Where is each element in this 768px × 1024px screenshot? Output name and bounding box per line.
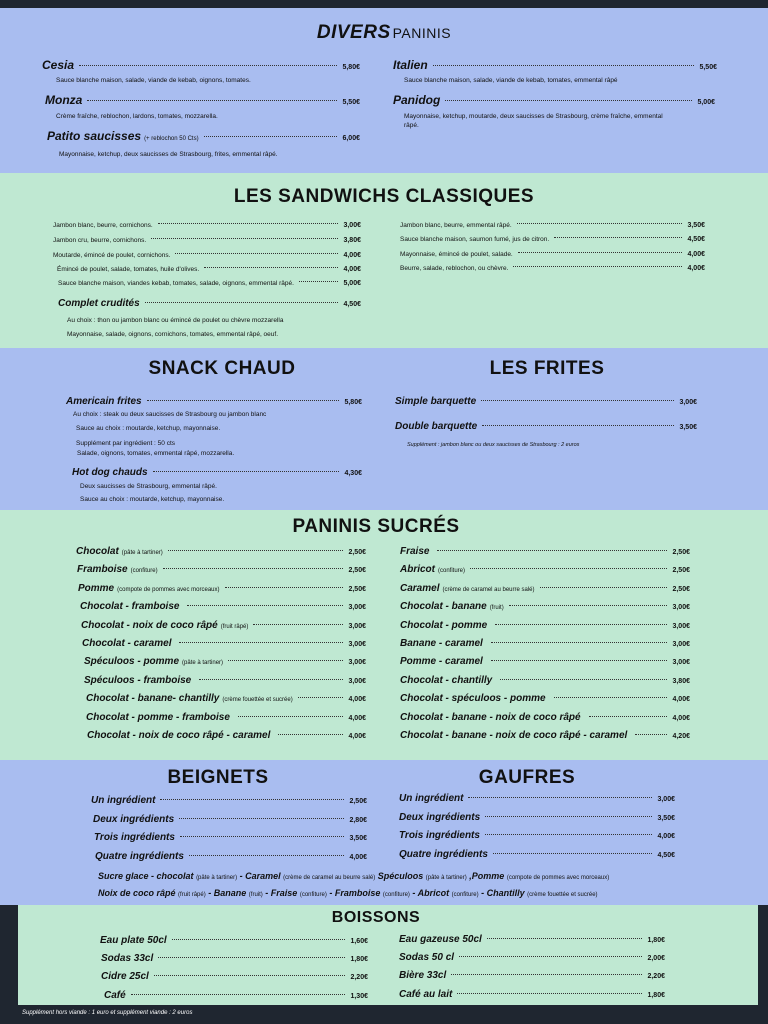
menu-item (399, 830, 675, 841)
item-name: Caramel (400, 582, 440, 594)
ingredients-line-1: Sucre glace - chocolat (pâte à tartiner) - Caramel (crème de caramel au beurre salé) Spéculoos (pâte à tartiner) ,Pomme (compote de pommes avec morceaux) (98, 871, 610, 881)
item-name: Sodas 50 cl (399, 952, 455, 964)
item-name: Chocolat - chantilly (400, 674, 493, 686)
item-price: 2,50€ (348, 567, 366, 575)
item-name: Quatre ingrédients (95, 850, 184, 862)
menu-item (76, 546, 366, 557)
item-note: (confiture) (438, 568, 466, 575)
menu-item: Italien 5,50€ (393, 58, 717, 72)
menu-item (399, 952, 665, 963)
leader-dots (163, 568, 344, 569)
item-description: Au choix : steak ou deux saucisses de Strasbourg ou jambon blanc (73, 411, 267, 418)
leader-dots (500, 679, 667, 680)
item-price: 2,50€ (672, 585, 690, 593)
sandwich-item: Jambon blanc, beurre, cornichons. 3,00€ (53, 222, 361, 229)
menu-item (81, 620, 366, 631)
menu-item (101, 953, 368, 964)
item-price: 3,50€ (657, 814, 675, 822)
item-name: Trois ingrédients (399, 830, 480, 841)
leader-dots (459, 956, 642, 957)
menu-item: Simple barquette 3,00€ (395, 396, 697, 407)
sandwich-item: Beurre, salade, reblochon, ou chèvre. 4,00€ (400, 265, 705, 272)
menu-item (399, 793, 675, 804)
leader-dots (451, 974, 642, 975)
item-price: 1,80€ (647, 937, 665, 944)
item-description: Au choix : thon ou jambon blanc ou émincé de poulet ou chèvre mozzarella (67, 317, 284, 324)
leader-dots (187, 605, 343, 606)
footer-note: Supplément hors viande : 1 euro et supplément viande : 2 euros (22, 1010, 193, 1016)
item-price: 3,00€ (672, 659, 690, 667)
sandwich-item: Jambon cru, beurre, cornichons. 3,80€ (53, 237, 361, 244)
item-name: Chocolat - spéculoos - pomme (400, 693, 546, 705)
item-name: Chocolat - banane- chantilly (86, 693, 220, 705)
item-price: 1,80€ (350, 956, 368, 964)
menu-item (84, 675, 366, 686)
menu-item (400, 620, 690, 631)
menu-item (399, 934, 665, 945)
item-description: Crème fraîche, reblochon, lardons, tomates, mozzarella. (56, 113, 218, 120)
menu-item (399, 989, 665, 1000)
sandwich-item: Jambon blanc, beurre, emmental râpé. 3,50€ (400, 222, 705, 229)
item-name: Chocolat (76, 546, 119, 557)
leader-dots (437, 550, 667, 551)
item-name: Trois ingrédients (94, 832, 175, 843)
menu-item (399, 849, 675, 860)
item-name: Banane - caramel (400, 638, 483, 649)
leader-dots (179, 642, 343, 643)
leader-dots (554, 697, 668, 698)
item-name: Chocolat - framboise (80, 601, 180, 613)
item-price: 2,50€ (348, 549, 366, 556)
item-name: Bière 33cl (399, 970, 447, 982)
item-price: 3,00€ (348, 622, 366, 630)
boissons-title: BOISSONS (331, 909, 421, 926)
item-name: Deux ingrédients (399, 811, 481, 823)
item-price: 4,00€ (348, 696, 366, 704)
item-name: Abricot (400, 564, 435, 576)
item-price: 2,80€ (349, 816, 367, 824)
menu-item (82, 638, 366, 649)
item-price: 3,00€ (348, 604, 366, 612)
menu-item (400, 546, 690, 557)
item-name: Chocolat - banane - noix de coco râpé - caramel (400, 730, 628, 741)
menu-item (400, 712, 690, 723)
leader-dots (589, 716, 668, 717)
leader-dots (485, 816, 652, 817)
item-note: (compote de pommes avec morceaux) (117, 586, 220, 593)
item-price: 4,00€ (657, 833, 675, 840)
item-price: 2,50€ (672, 567, 690, 575)
menu-item (86, 712, 366, 723)
item-price: 3,00€ (348, 659, 366, 667)
menu-item (400, 693, 690, 704)
item-price: 2,50€ (348, 585, 366, 593)
menu-item: Americain frites 5,80€ (66, 396, 362, 407)
menu-item (399, 812, 675, 823)
menu-item (77, 564, 366, 575)
divers-title: DIVERS PANINIS (316, 22, 452, 43)
item-description: Mayonnaise, ketchup, moutarde, deux saucisses de Strasbourg, crème fraîche, emmental râpé. (404, 113, 663, 129)
menu-item (87, 730, 366, 741)
menu-item (94, 832, 367, 843)
item-name: Chocolat - banane (400, 601, 487, 613)
frites-title: LES FRITES (489, 358, 605, 379)
beignets-title: BEIGNETS (167, 767, 269, 788)
item-description: Sauce au choix : moutarde, ketchup, mayonnaise. (76, 425, 221, 432)
item-price: 3,00€ (657, 796, 675, 803)
item-note: (pâte à tartiner) (182, 660, 224, 667)
leader-dots (189, 855, 345, 856)
item-price: 1,30€ (350, 992, 368, 1000)
leader-dots (180, 836, 345, 837)
item-name: Café au lait (399, 988, 453, 1000)
item-name: Chocolat - pomme (400, 619, 488, 631)
menu-item (100, 935, 368, 946)
sandwich-item: Émincé de poulet, salade, tomates, huile d'olives. 4,00€ (57, 266, 361, 273)
item-price: 1,60€ (350, 938, 368, 945)
item-name: Pomme - caramel (400, 656, 483, 668)
menu-item (86, 693, 366, 704)
sandwich-item: Sauce blanche maison, saumon fumé, jus de citron. 4,50€ (400, 236, 705, 243)
item-name: Chocolat - noix de coco râpé (81, 619, 218, 631)
menu-item (95, 851, 367, 862)
item-name: Eau plate 50cl (100, 935, 167, 946)
item-description: Sauce au choix : moutarde, ketchup, mayonnaise. (80, 496, 225, 503)
item-name: Fraise (400, 546, 430, 557)
leader-dots (298, 697, 344, 698)
item-price: 2,20€ (350, 974, 368, 982)
menu-item (400, 675, 690, 686)
leader-dots (470, 568, 667, 569)
item-price: 2,20€ (647, 973, 665, 981)
item-name: Sodas 33cl (101, 953, 154, 965)
item-description: Salade, oignons, tomates, emmental râpé, mozzarella. (77, 450, 235, 457)
item-description: Deux saucisses de Strasbourg, emmental râpé. (80, 483, 217, 490)
item-price: 3,00€ (672, 604, 690, 612)
item-description: Sauce blanche maison, salade, viande de kebab, tomates, emmental râpé (404, 77, 618, 84)
gaufres-title: GAUFRES (478, 767, 576, 788)
item-price: 3,00€ (348, 641, 366, 648)
item-note: (pâte à tartiner) (121, 550, 163, 556)
item-price: 4,00€ (672, 696, 690, 704)
item-name: Deux ingrédients (93, 813, 175, 825)
leader-dots (168, 550, 344, 551)
menu-item (400, 656, 690, 667)
leader-dots (238, 716, 344, 717)
item-name: Chocolat - pomme - framboise (86, 711, 230, 723)
item-description: Mayonnaise, salade, oignons, cornichons, tomates, emmental râpé, oeuf. (67, 331, 279, 338)
item-price: 3,00€ (672, 641, 690, 648)
item-price: 2,00€ (647, 955, 665, 963)
item-name: Framboise (77, 564, 128, 576)
menu-item (400, 564, 690, 575)
item-name: Spéculoos - pomme (84, 656, 180, 668)
menu-item (400, 638, 690, 649)
menu-item (78, 583, 366, 594)
item-note: (crème fouettée et sucrée) (222, 697, 293, 704)
leader-dots (487, 938, 643, 939)
menu-item (400, 583, 690, 594)
sandwichs-title: LES SANDWICHS CLASSIQUES (233, 186, 535, 207)
item-description: Sauce blanche maison, salade, viande de kebab, oignons, tomates. (56, 77, 251, 84)
menu-item (400, 601, 690, 612)
menu-item: Panidog 5,00€ (393, 93, 715, 107)
sandwich-item: Sauce blanche maison, viandes kebab, tomates, salade, oignons, emmental râpé. 5,00€ (58, 280, 361, 287)
item-description: Mayonnaise, ketchup, deux saucisses de Strasbourg, frites, emmental râpé. (59, 151, 278, 158)
item-note: (crème de caramel au beurre salé) (442, 586, 535, 593)
item-price: 3,00€ (348, 677, 366, 685)
item-name: Pomme (78, 582, 115, 594)
item-name: Quatre ingrédients (399, 848, 488, 860)
frites-note: Supplément : jambon blanc ou deux saucisses de Strasbourg : 2 euros (407, 442, 580, 448)
item-name: Chocolat - caramel (82, 638, 172, 649)
leader-dots (493, 853, 653, 854)
leader-dots (154, 975, 346, 976)
leader-dots (160, 799, 344, 800)
item-price: 3,80€ (672, 677, 690, 685)
item-note: (confiture) (130, 568, 158, 575)
menu-item (400, 730, 690, 741)
leader-dots (228, 660, 343, 661)
menu-item (84, 656, 366, 667)
leader-dots (172, 939, 346, 940)
menu-item (399, 970, 665, 981)
item-name: Chocolat - banane - noix de coco râpé (400, 711, 581, 723)
menu-item (91, 795, 367, 806)
sucres-title: PANINIS SUCRÉS (292, 516, 460, 537)
leader-dots (491, 660, 668, 661)
leader-dots (485, 834, 653, 835)
item-name: Un ingrédient (91, 795, 156, 806)
item-price: 4,50€ (657, 851, 675, 859)
menu-item (80, 601, 366, 612)
leader-dots (540, 587, 668, 588)
item-note: (fruit) (489, 605, 504, 612)
item-name: Un ingrédient (399, 793, 464, 804)
leader-dots (495, 624, 667, 625)
leader-dots (509, 605, 668, 606)
item-description: Supplément par ingrédient : 50 cts (76, 440, 176, 447)
item-price: 4,20€ (672, 733, 690, 740)
menu-item: Patito saucisses (+ reblochon 50 Cts) 6,00€ (47, 129, 360, 143)
leader-dots (199, 679, 343, 680)
leader-dots (253, 624, 343, 625)
leader-dots (158, 957, 345, 958)
leader-dots (225, 587, 344, 588)
leader-dots (491, 642, 668, 643)
item-price: 3,50€ (349, 835, 367, 842)
item-price: 3,00€ (672, 622, 690, 630)
snack-title: SNACK CHAUD (148, 358, 296, 379)
item-name: Spéculoos - framboise (84, 674, 192, 686)
menu-item (101, 971, 368, 982)
ingredients-line-2: Noix de coco râpé (fruit râpé) - Banane (fruit) - Fraise (confiture) - Framboise (confiture) - Abricot (confiture) - Chantilly (crème fouettée et sucrée) (98, 888, 598, 898)
item-name: Café (104, 989, 126, 1001)
menu-item (104, 990, 368, 1001)
menu-item: Complet crudités 4,50€ (58, 298, 361, 309)
leader-dots (468, 797, 652, 798)
item-note: (fruit râpé) (220, 623, 249, 630)
menu-item: Hot dog chauds 4,30€ (72, 467, 362, 478)
item-price: 2,50€ (672, 549, 690, 556)
leader-dots (457, 993, 642, 994)
menu-item: Monza 5,50€ (45, 93, 360, 107)
leader-dots (635, 734, 667, 735)
sandwich-item: Moutarde, émincé de poulet, cornichons. 4,00€ (53, 252, 361, 259)
menu-item: Cesia 5,80€ (42, 58, 360, 72)
item-price: 4,00€ (348, 733, 366, 740)
item-price: 1,80€ (647, 991, 665, 999)
item-name: Cidre 25cl (101, 971, 149, 983)
sandwich-item: Mayonnaise, émincé de poulet, salade. 4,00€ (400, 251, 705, 258)
item-name: Chocolat - noix de coco râpé - caramel (87, 730, 271, 741)
item-price: 4,00€ (349, 853, 367, 861)
leader-dots (278, 734, 343, 735)
item-price: 4,00€ (348, 714, 366, 722)
item-price: 2,50€ (349, 798, 367, 805)
menu-item: Double barquette 3,50€ (395, 421, 697, 432)
leader-dots (131, 994, 346, 995)
menu-item (93, 814, 367, 825)
item-price: 4,00€ (672, 714, 690, 722)
leader-dots (179, 818, 344, 819)
item-name: Eau gazeuse 50cl (399, 934, 482, 945)
